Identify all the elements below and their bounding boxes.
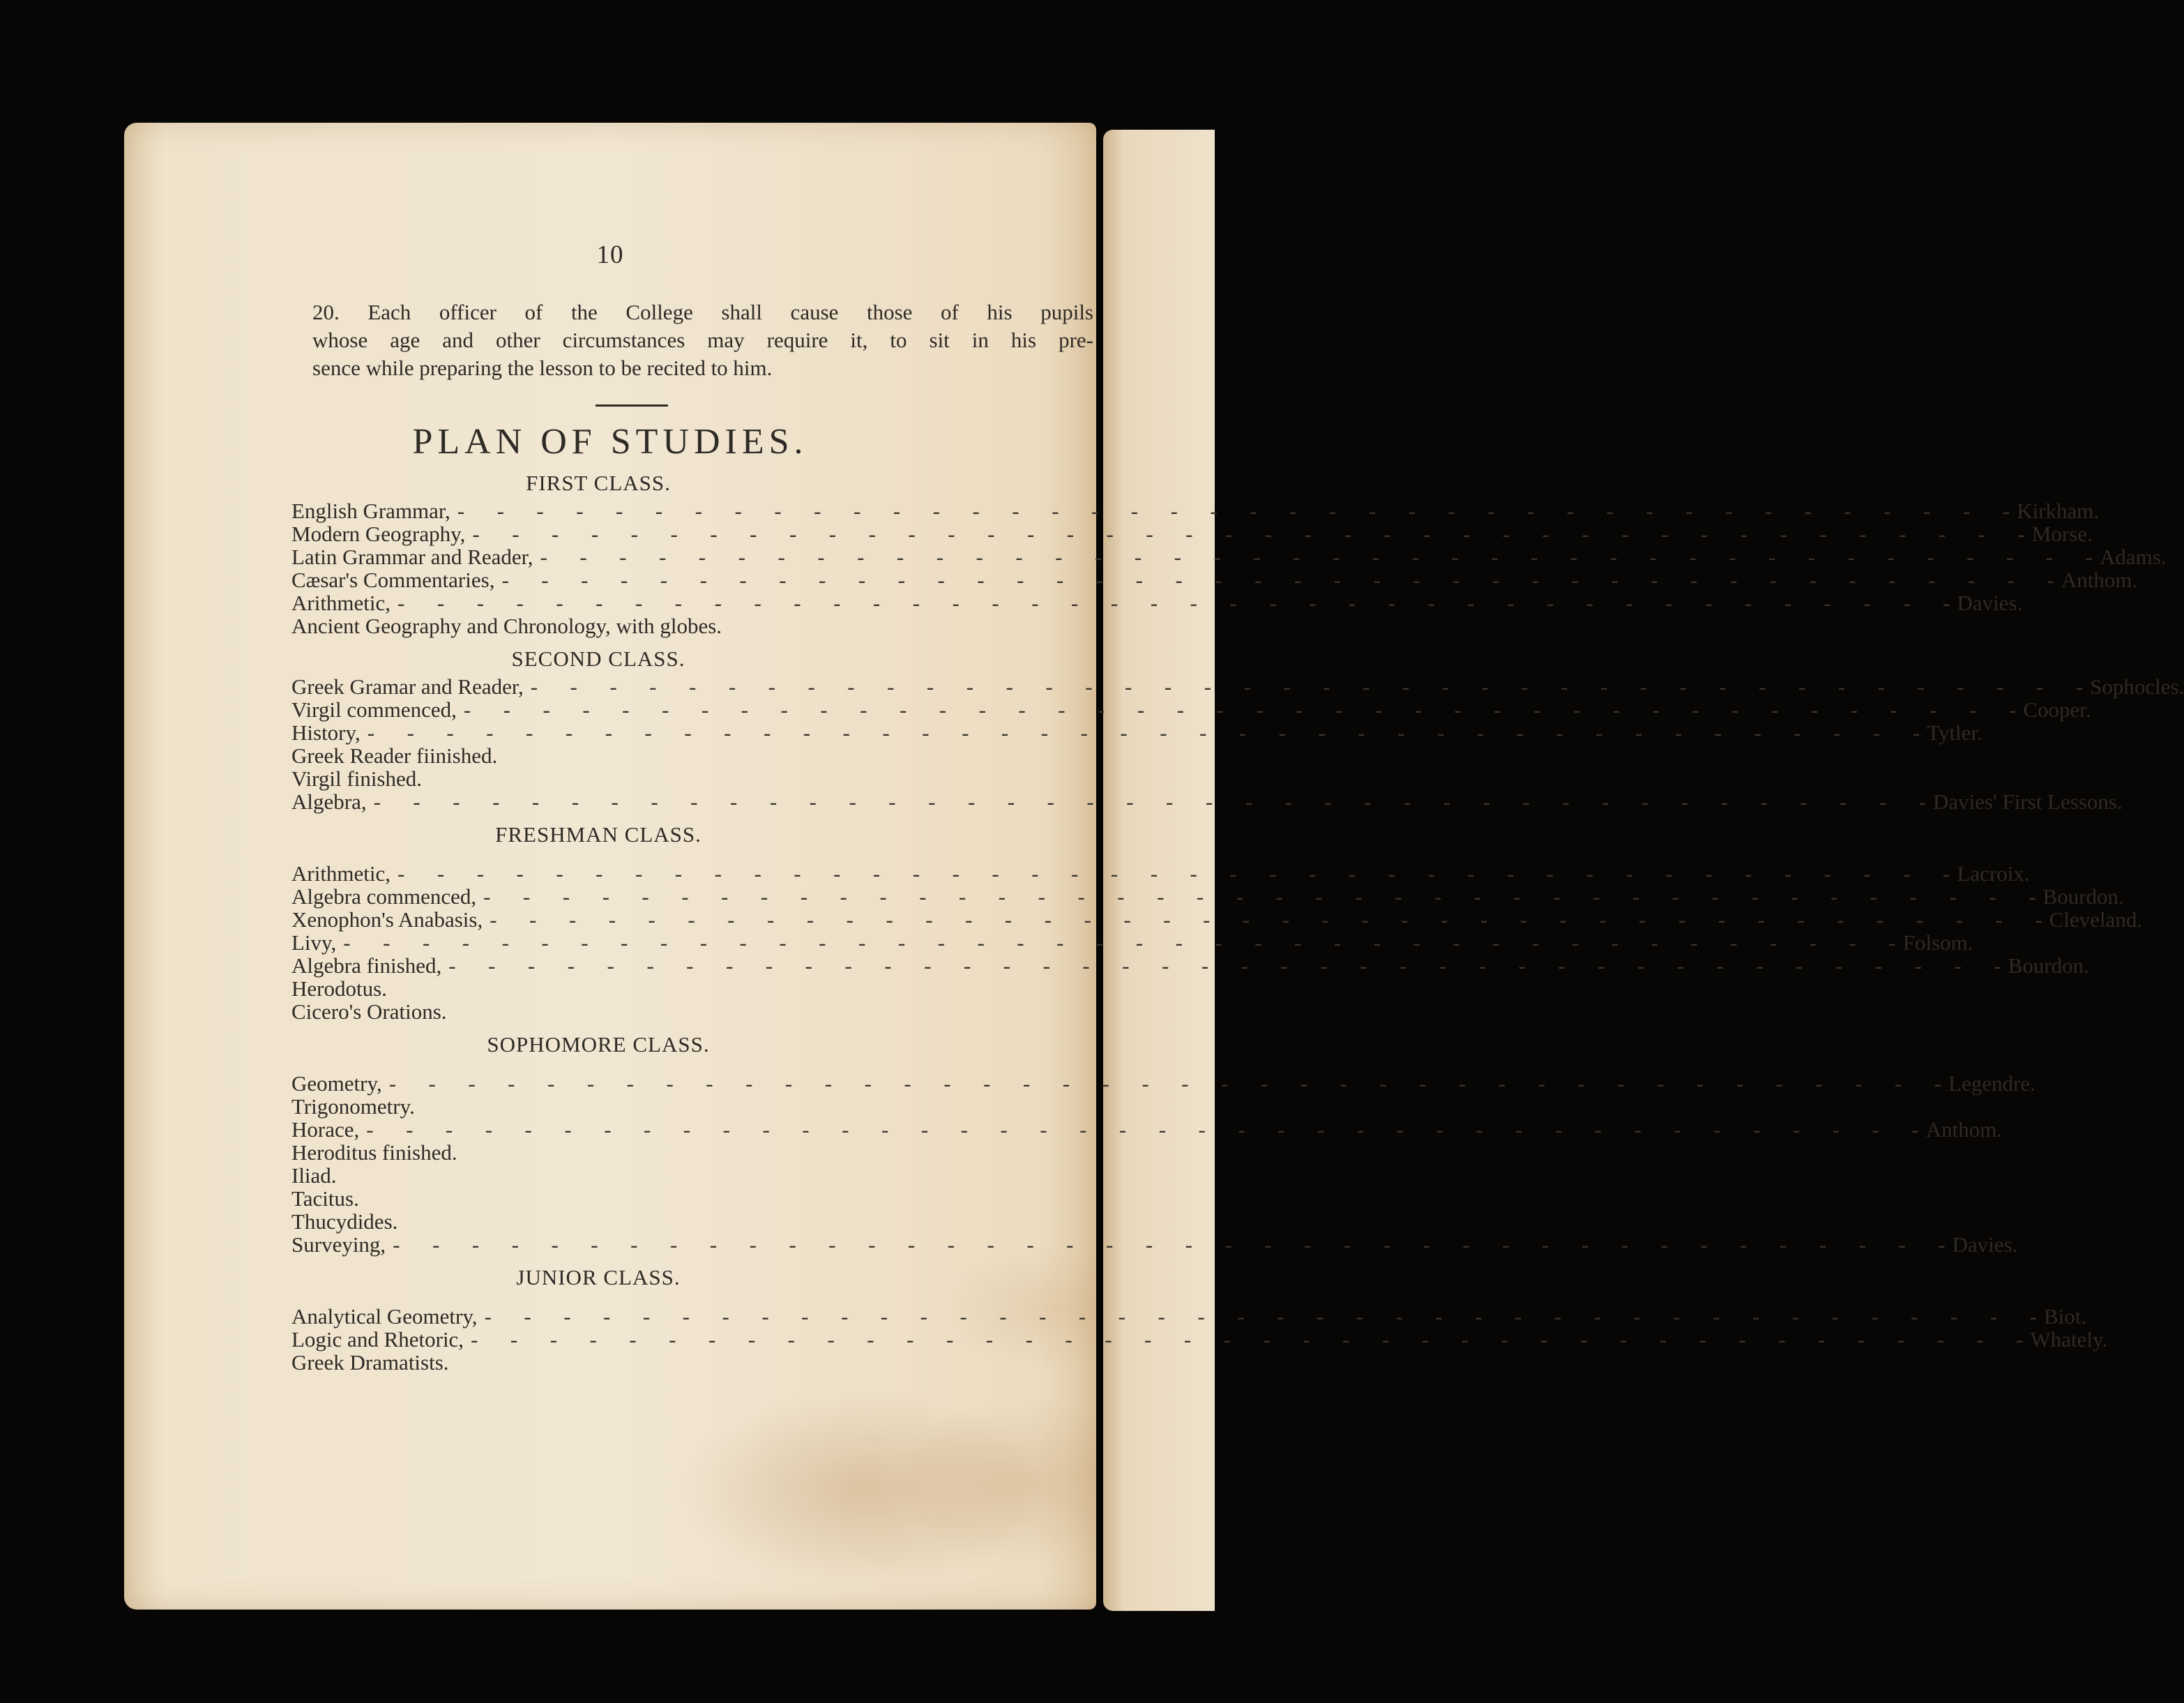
subject-text: Greek Gramar and Reader, [291, 674, 524, 699]
subject-text: Virgil finished. [291, 766, 422, 791]
dot-leader: - - - - - - - - - - - - - - - - - - - - - - - - - - - - - - - - - - - - - - - - [397, 861, 1950, 886]
study-row [291, 522, 2093, 546]
subject-text: Ancient Geography and Chronology, with globes. [291, 614, 722, 638]
dot-leader: - - - - - - - - - - - - - - - - - - - - - - - - - - - - - - - - - - - - - - - - [471, 1327, 2024, 1352]
subject-text: Herodotus. [291, 976, 387, 1001]
study-row [291, 1095, 905, 1118]
study-row [291, 1164, 905, 1187]
class-heading: SOPHOMORE CLASS. [487, 1032, 710, 1057]
study-row [291, 977, 905, 1000]
study-row [291, 1117, 2003, 1142]
textbook-author: Kirkham. [2017, 499, 2100, 523]
plan-of-studies-title: PLAN OF STUDIES. [412, 422, 808, 462]
dot-leader: - - - - - - - - - - - - - - - - - - - - - - - - - - - - - - - - - - - - - - - - [448, 953, 2001, 978]
subject-text: Surveying, [291, 1232, 386, 1257]
class-section [291, 1032, 2035, 1257]
textbook-author: Biot. [2044, 1304, 2087, 1329]
study-row [291, 697, 2091, 722]
study-row [291, 1304, 2087, 1329]
studies-list [291, 471, 2184, 1375]
book-page [124, 123, 2184, 1610]
study-row [291, 789, 2123, 814]
textbook-author: Davies' First Lessons. [1933, 789, 2123, 814]
study-row [291, 884, 2124, 909]
class-section [291, 822, 2143, 1024]
dot-leader: - - - - - - - - - - - - - - - - - - - - - - - - - - - - - - - - - - - - - - - - [388, 1071, 1942, 1096]
subject-text: Modern Geography, [291, 522, 466, 546]
subject-text: Analytical Geometry, [291, 1304, 478, 1329]
textbook-author: Sophocles. [2090, 674, 2184, 699]
subject-text: Horace, [291, 1117, 360, 1142]
subject-text: Greek Dramatists. [291, 1350, 449, 1375]
dot-leader: - - - - - - - - - - - - - - - - - - - - - - - - - - - - - - - - - - - - - - - - [367, 720, 1920, 745]
subject-text: Cicero's Orations. [291, 999, 447, 1024]
study-row [291, 1210, 905, 1233]
class-section [291, 646, 2184, 814]
class-heading: FRESHMAN CLASS. [495, 822, 702, 847]
section-divider [596, 404, 668, 407]
subject-text: English Grammar, [291, 499, 450, 523]
subject-text: Trigonometry. [291, 1094, 415, 1119]
textbook-author: Anthom. [2061, 568, 2138, 592]
subject-text: Algebra, [291, 789, 367, 814]
textbook-author: Whately. [2030, 1327, 2108, 1352]
dot-leader: - - - - - - - - - - - - - - - - - - - - - - - - - - - - - - - - - - - - - - - - [393, 1232, 1946, 1257]
textbook-author: Cooper. [2023, 697, 2091, 722]
rule-20-paragraph [312, 298, 1093, 382]
class-heading: JUNIOR CLASS. [516, 1265, 681, 1289]
study-row [291, 545, 2167, 569]
subject-text: Tacitus. [291, 1186, 359, 1211]
study-row [291, 744, 905, 767]
subject-text: Thucydides. [291, 1209, 398, 1234]
study-row [291, 591, 2023, 615]
class-heading: SECOND CLASS. [511, 646, 685, 671]
subject-text: Latin Grammar and Reader, [291, 545, 533, 569]
textbook-author: Morse. [2031, 522, 2093, 546]
study-row [291, 568, 2138, 592]
subject-text: Xenophon's Anabasis, [291, 907, 483, 932]
study-row [291, 861, 2030, 886]
dot-leader: - - - - - - - - - - - - - - - - - - - - - - - - - - - - - - - - - - - - - - - - [530, 674, 2084, 699]
study-row [291, 1000, 905, 1023]
subject-text: History, [291, 720, 361, 745]
study-row [291, 1071, 2035, 1096]
study-row [291, 1327, 2108, 1352]
dot-leader: - - - - - - - - - - - - - - - - - - - - - - - - - - - - - - - - - - - - - - - - [397, 591, 1950, 615]
dot-leader: - - - - - - - - - - - - - - - - - - - - - - - - - - - - - - - - - - - - - - - - [457, 499, 2010, 523]
dot-leader: - - - - - - - - - - - - - - - - - - - - - - - - - - - - - - - - - - - - - - - - [540, 545, 2093, 569]
subject-text: Livy, [291, 930, 337, 955]
study-row [291, 614, 905, 637]
subject-text: Arithmetic, [291, 591, 391, 615]
subject-text: Iliad. [291, 1163, 337, 1188]
study-row [291, 1141, 905, 1164]
subject-text: Greek Reader fiinished. [291, 743, 498, 768]
dot-leader: - - - - - - - - - - - - - - - - - - - - - - - - - - - - - - - - - - - - - - - - [343, 930, 1896, 955]
dot-leader: - - - - - - - - - - - - - - - - - - - - - - - - - - - - - - - - - - - - - - - - [373, 789, 1927, 814]
study-row [291, 674, 2184, 699]
dot-leader: - - - - - - - - - - - - - - - - - - - - - - - - - - - - - - - - - - - - - - - - [484, 1304, 2037, 1329]
subject-text: Virgil commenced, [291, 697, 457, 722]
study-row [291, 720, 1982, 745]
study-row [291, 1187, 905, 1210]
study-row [291, 1351, 905, 1374]
subject-text: Algebra finished, [291, 953, 442, 978]
paragraph-line: whose age and other circumstances may require it, to sit in his pre- [312, 328, 1093, 352]
subject-text: Arithmetic, [291, 861, 391, 886]
textbook-author: Bourdon. [2042, 884, 2124, 909]
study-row [291, 953, 2089, 978]
textbook-author: Bourdon. [2008, 953, 2089, 978]
study-row [291, 907, 2143, 932]
dot-leader: - - - - - - - - - - - - - - - - - - - - - - - - - - - - - - - - - - - - - - - - [501, 568, 2054, 592]
paragraph-line: 20. Each officer of the College shall cause those of his pupils [312, 300, 1093, 324]
textbook-author: Davies. [1952, 1232, 2018, 1257]
page-number: 10 [596, 241, 624, 269]
subject-text: Cæsar's Commentaries, [291, 568, 495, 592]
textbook-author: Legendre. [1948, 1071, 2035, 1096]
subject-text: Algebra commenced, [291, 884, 477, 909]
subject-text: Logic and Rhetoric, [291, 1327, 464, 1352]
dot-leader: - - - - - - - - - - - - - - - - - - - - - - - - - - - - - - - - - - - - - - - - [483, 884, 2036, 909]
textbook-author: Lacroix. [1957, 861, 2030, 886]
textbook-author: Anthom. [1925, 1117, 2003, 1142]
dot-leader: - - - - - - - - - - - - - - - - - - - - - - - - - - - - - - - - - - - - - - - - [366, 1117, 1919, 1142]
dot-leader: - - - - - - - - - - - - - - - - - - - - - - - - - - - - - - - - - - - - - - - - [490, 907, 2042, 932]
subject-text: Geometry, [291, 1071, 382, 1096]
study-row [291, 767, 905, 790]
textbook-author: Tytler. [1927, 720, 1982, 745]
study-row [291, 499, 2100, 523]
paragraph-line: sence while preparing the lesson to be recited to him. [312, 356, 773, 380]
study-row [291, 1232, 2018, 1257]
subject-text: Heroditus finished. [291, 1140, 457, 1165]
textbook-author: Cleveland. [2049, 907, 2143, 932]
textbook-author: Folsom. [1902, 930, 1973, 955]
textbook-author: Davies. [1957, 591, 2023, 615]
class-heading: FIRST CLASS. [526, 471, 671, 495]
textbook-author: Adams. [2099, 545, 2167, 569]
dot-leader: - - - - - - - - - - - - - - - - - - - - - - - - - - - - - - - - - - - - - - - - [463, 697, 2017, 722]
class-section [291, 1265, 2108, 1375]
class-section [291, 471, 2167, 638]
study-row [291, 930, 1973, 955]
dot-leader: - - - - - - - - - - - - - - - - - - - - - - - - - - - - - - - - - - - - - - - - [472, 522, 2025, 546]
